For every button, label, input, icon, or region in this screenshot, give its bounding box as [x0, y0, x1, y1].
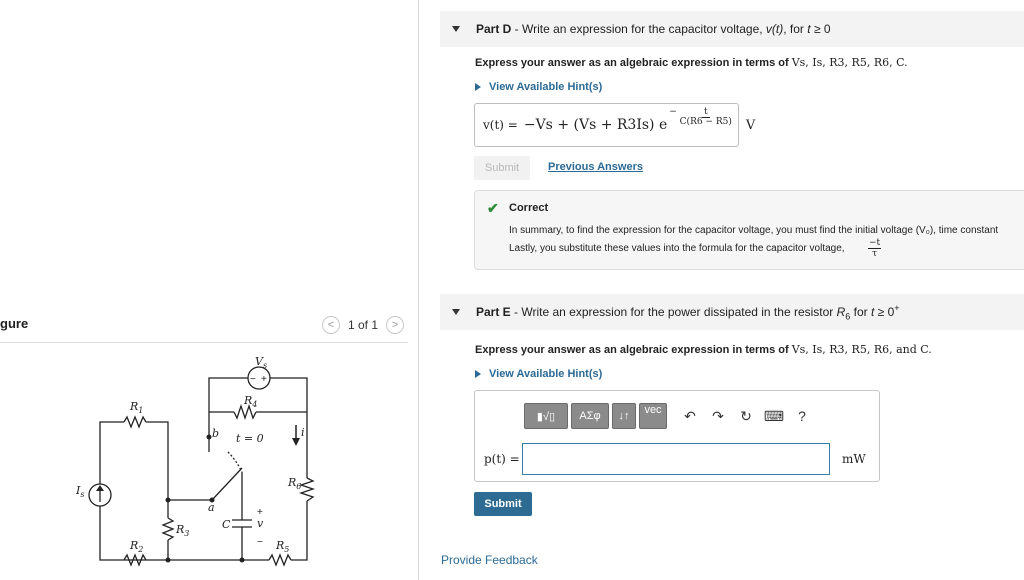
part-d-answer-box [474, 103, 756, 147]
label-i: i [301, 426, 305, 439]
collapse-caret-icon [452, 26, 460, 32]
part-d-hint-link[interactable]: View Available Hint(s) [475, 81, 602, 93]
answer-lhs: v(t) = [483, 118, 518, 132]
arrows-button[interactable]: ↓↑ [612, 403, 636, 429]
checkmark-icon: ✔ [487, 200, 499, 216]
figure-header-rule [0, 342, 408, 343]
pane-divider [418, 0, 419, 580]
circuit-diagram [60, 345, 340, 580]
label-vs: $V_s$ [255, 355, 268, 370]
templates-button[interactable]: ▮√▯ [524, 403, 568, 429]
feedback-line-2: Lastly, you substitute these values into the formula for the capacitor voltage, [509, 243, 845, 254]
feedback-line-1: In summary, to find the expression for the capacitor voltage, you must find the initial voltage (V₀), time constant [509, 225, 999, 236]
expand-triangle-icon [475, 83, 481, 91]
figure-pager [322, 316, 404, 334]
redo-icon[interactable]: ↷ [712, 407, 724, 424]
correct-status: Correct [509, 202, 549, 214]
cap-plus: + [257, 507, 263, 518]
help-icon[interactable]: ? [798, 408, 806, 424]
undo-icon[interactable]: ↶ [684, 407, 696, 424]
vs-plus: + [261, 374, 267, 385]
figure-title: gure [0, 316, 29, 331]
reset-icon[interactable]: ↻ [740, 407, 752, 424]
vs-minus: − [250, 374, 256, 385]
provide-feedback-link[interactable]: Provide Feedback [441, 553, 538, 567]
part-e-answer-label: p(t) = [484, 452, 520, 466]
answer-units: V [745, 117, 756, 133]
part-d-header[interactable] [440, 11, 1024, 47]
part-d-prompt: Part D - Write an expression for the capacitor voltage, v(t), for t ≥ 0 [476, 22, 831, 36]
label-c: C [222, 518, 231, 531]
label-v: v [257, 517, 264, 530]
part-e-submit-button[interactable]: Submit [474, 492, 532, 516]
prev-figure-button[interactable]: < [322, 316, 340, 334]
math-toolbar [524, 403, 816, 429]
label-is: $I_s$ [76, 484, 85, 499]
label-r6: $R_6$ [288, 476, 302, 491]
label-a: a [208, 501, 215, 514]
part-e-prompt: Part E - Write an expression for the power dissipated in the resistor $R_6$ for t ≥ 0+ [476, 302, 900, 322]
label-r3: $R_3$ [176, 523, 190, 538]
part-e-header[interactable] [440, 294, 1024, 330]
cap-minus: − [257, 537, 263, 548]
label-r5: $R_5$ [276, 539, 290, 554]
answer-expression: −Vs + (Vs + R3Is) e [523, 117, 668, 133]
part-e-instruction: Express your answer as an algebraic expression in terms of Vs, Is, R3, R5, R6, and C. [475, 343, 932, 356]
vec-button[interactable]: vec [639, 403, 667, 429]
pager-text: 1 of 1 [348, 318, 379, 332]
next-figure-button[interactable]: > [386, 316, 404, 334]
part-e-hint-link[interactable]: View Available Hint(s) [475, 368, 602, 380]
keyboard-icon[interactable]: ⌨ [763, 407, 785, 424]
part-d-instruction: Express your answer as an algebraic expression in terms of Vs, Is, R3, R5, R6, C. [475, 56, 908, 69]
label-r1: $R_1$ [130, 400, 144, 415]
greek-button[interactable]: ΑΣφ [571, 403, 609, 429]
previous-answers-link[interactable]: Previous Answers [548, 161, 643, 173]
label-r2: $R_2$ [130, 539, 144, 554]
expand-triangle-icon [475, 370, 481, 378]
label-b: b [212, 427, 220, 440]
label-r4: $R_4$ [244, 394, 258, 409]
feedback-fraction: $\frac{-t}{\tau}$ [869, 238, 881, 259]
part-e-units: mW [842, 452, 866, 466]
label-t0: t = 0 [236, 432, 264, 445]
part-d-submit-button[interactable]: Submit [474, 156, 530, 180]
collapse-caret-icon [452, 309, 460, 315]
answer-exponent: − $\frac{t}{C(R6 - R5)}$ [669, 107, 732, 127]
part-e-answer-input[interactable] [522, 443, 830, 475]
